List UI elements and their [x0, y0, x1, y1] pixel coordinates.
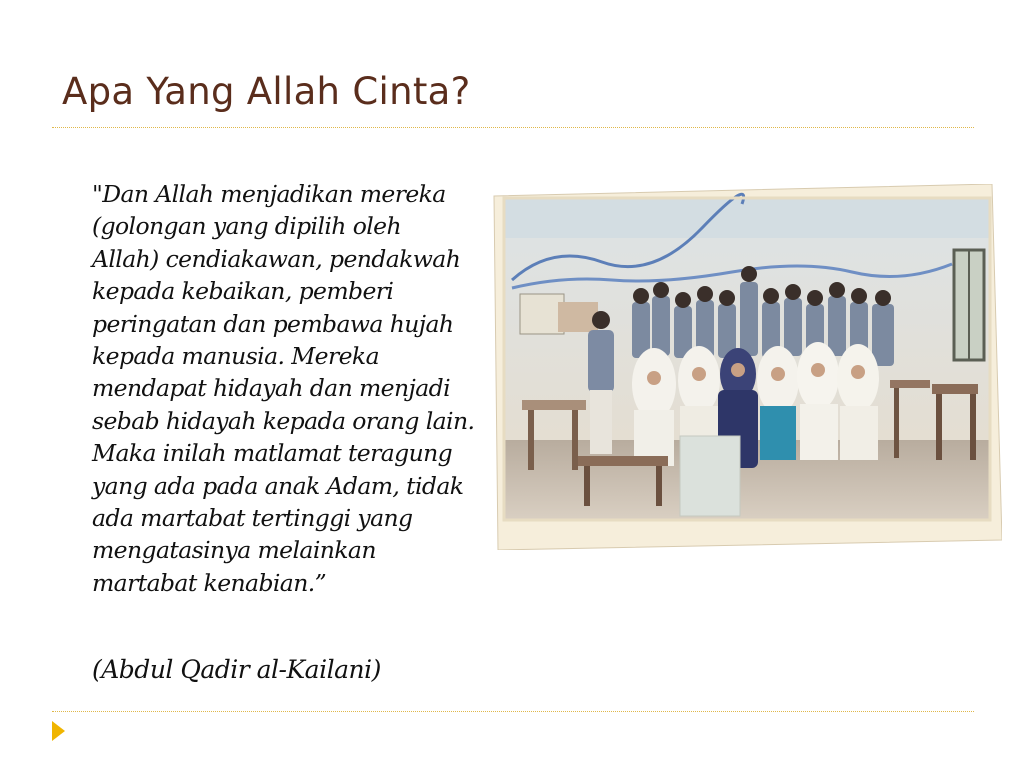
quote-text [92, 178, 552, 599]
class-group-photo [492, 184, 1002, 550]
quote-line: mendapat hidayah dan menjadi [92, 374, 450, 403]
slide-title: Apa Yang Allah Cinta? [62, 70, 471, 113]
quote-line: (golongan yang dipilih oleh [92, 212, 402, 241]
footer-divider [52, 711, 974, 712]
quote-line: kepada manusia. Mereka [92, 342, 379, 371]
quote-line: Maka inilah matlamat teragung [92, 439, 453, 468]
quote-attribution: (Abdul Qadir al-Kailani) [92, 655, 381, 684]
quote-line: sebab hidayah kepada orang lain. [92, 406, 475, 435]
quote-line: yang ada pada anak Adam, tidak [92, 471, 464, 500]
quote-line: "Dan Allah menjadikan mereka [92, 180, 446, 208]
quote-line: martabat kenabian.” [92, 568, 327, 597]
quote-line: mengatasinya melainkan [92, 536, 376, 565]
quote-line: ada martabat tertinggi yang [92, 504, 413, 533]
quote-line: Allah) cendiakawan, pendakwah [92, 244, 461, 273]
title-divider [52, 127, 974, 128]
triangle-right-icon [52, 721, 65, 741]
quote-line: kepada kebaikan, pemberi [92, 277, 394, 306]
quote-line: peringatan dan pembawa hujah [92, 309, 454, 338]
